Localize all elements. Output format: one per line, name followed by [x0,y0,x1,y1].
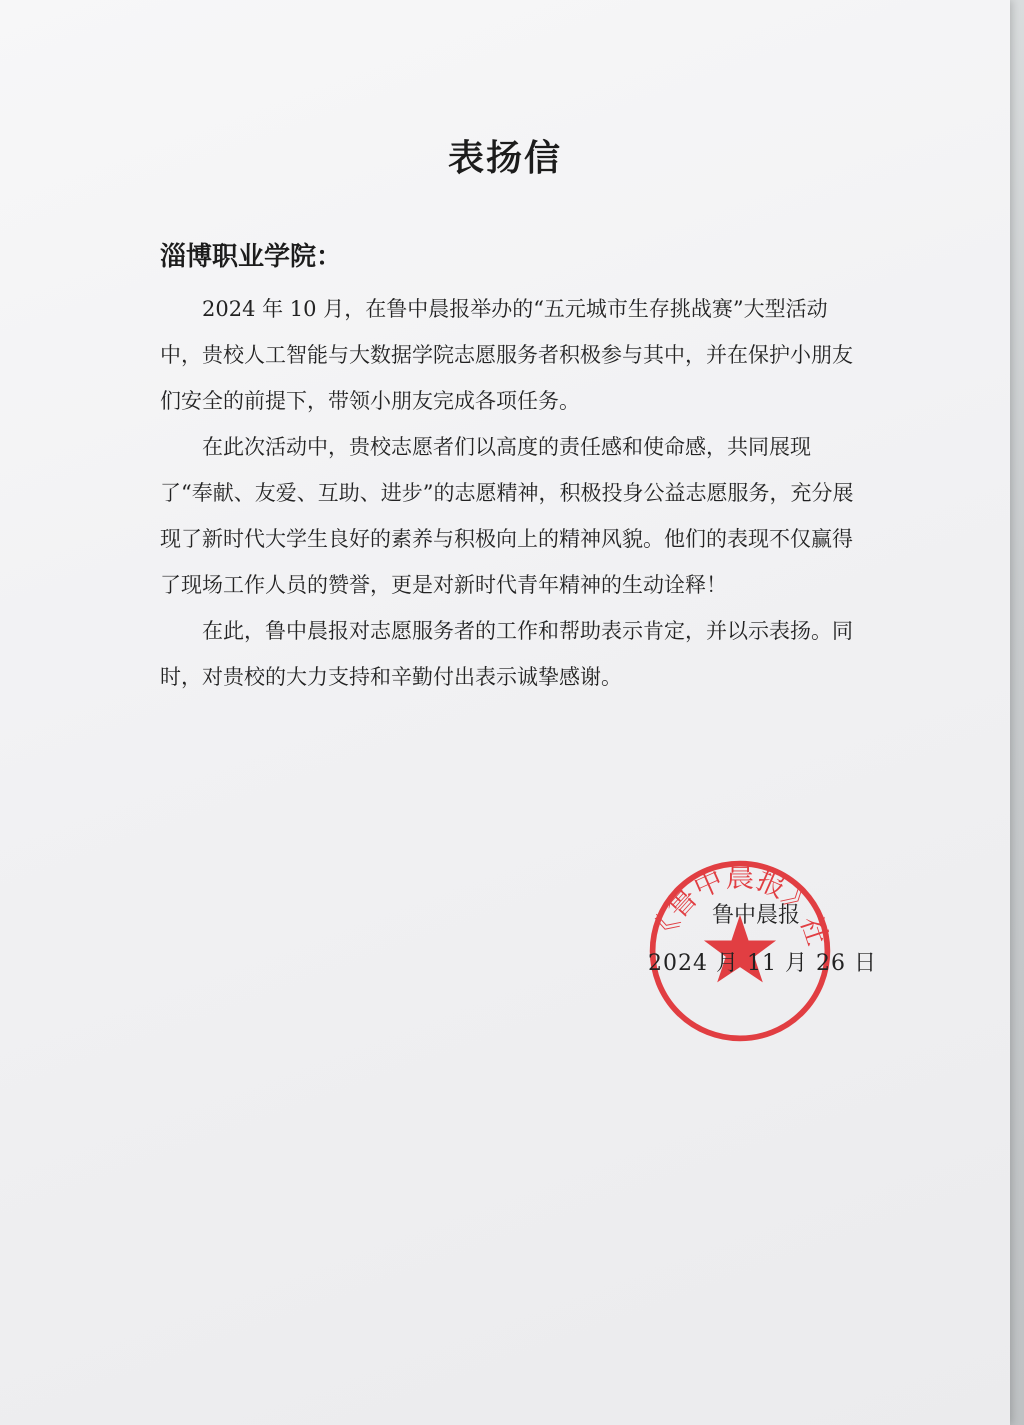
salutation: 淄博职业学院： [160,242,343,272]
letter-title: 表扬信 [447,137,562,179]
paragraph-3: 在此，鲁中晨报对志愿服务者的工作和帮助表示肯定，并以示表扬。同时，对贵校的大力支持和辛勤付出表示诚挚感谢。 [160,619,853,689]
signature-date: 2024 月 11 月 26 日 [648,951,877,976]
paragraph-2: 在此次活动中，贵校志愿者们以高度的责任感和使命感，共同展现了“奉献、友爱、互助、进步”的志愿精神，积极投身公益志愿服务，充分展现了新时代大学生良好的素养与积极向上的精神风貌。他们的表现不仅赢得了现场工作人员的赞誉，更是对新时代青年精神的生动诠释！ [160,435,854,597]
signature-name: 鲁中晨报 [712,903,801,928]
paragraph-1: 2024 年 10 月，在鲁中晨报举办的“五元城市生存挑战赛”大型活动中，贵校人工智能与大数据学院志愿服务者积极参与其中，并在保护小朋友们安全的前提下，带领小朋友完成各项任务。 [160,297,853,413]
letter-body [160,286,860,700]
seal-text: 《鲁中晨报》社 [645,860,835,950]
